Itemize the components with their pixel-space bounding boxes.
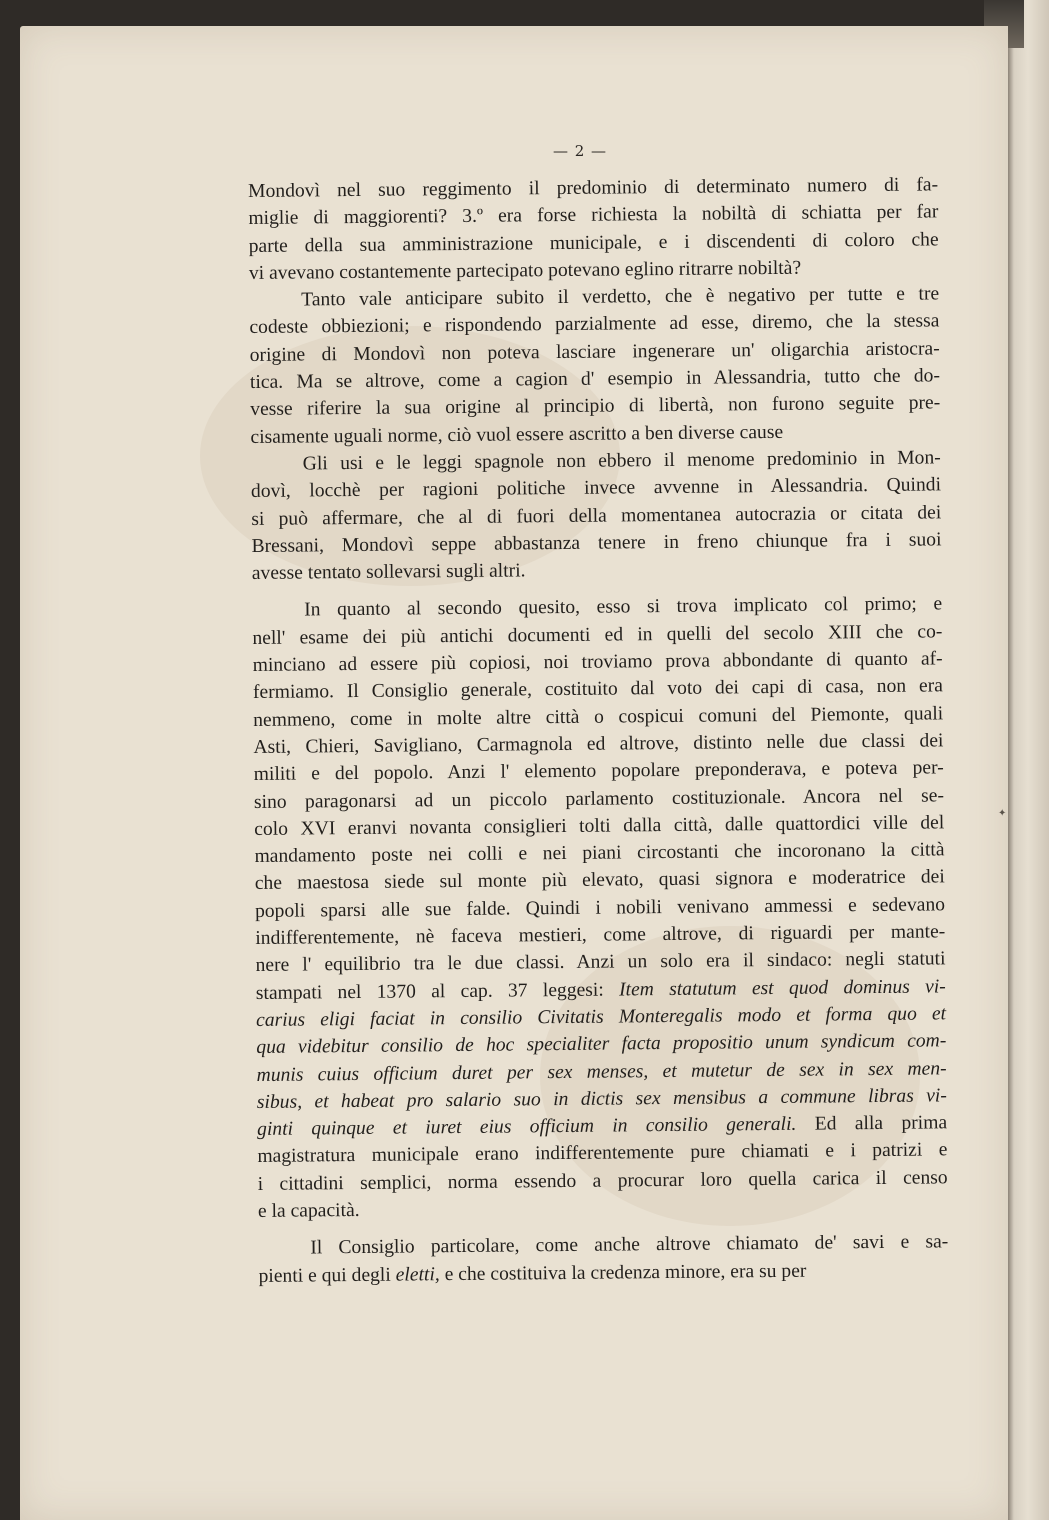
- text-line: Mondovì nel suo reggimento il predominio di determinato numero di fa-: [248, 174, 939, 202]
- text-line: vi avevano costantemente partecipato potevano eglino ritrarre nobiltà?: [248, 257, 802, 284]
- text-line: munis cuius officium duret per sex menses, et mutetur de sex in sex men-: [256, 1057, 947, 1086]
- text-line: codeste obbiezioni; e rispondendo parzialmente ad esse, diremo, che la stessa: [249, 310, 940, 339]
- text-line: Bressani, Mondovì seppe abbastanza tenere in freno chiunque fra i suoi: [251, 529, 942, 557]
- text-line: In quanto al secondo quesito, esso si trova implicato col primo; e: [304, 593, 943, 621]
- margin-mark: ✦: [998, 808, 1007, 819]
- text-line: carius eligi faciat in consilio Civitatis Monteregalis modo et forma quo et: [255, 1003, 947, 1031]
- text-line: popoli sparsi alle sue falde. Quindi i nobili venivano ammessi e sedevano: [254, 894, 946, 922]
- text-line: ginti quinque et iuret eius officium in consilio generali. Ed alla prima: [257, 1112, 948, 1141]
- text-line: stampati nel 1370 al cap. 37 leggesi: Item statutum est quod dominus vi-: [255, 975, 946, 1004]
- body-text: [248, 171, 949, 1289]
- text-line: miglie di maggiorenti? 3.º era forse richiesta la nobiltà di schiatta per far: [248, 201, 939, 230]
- text-line: nere l' equilibrio tra le due classi. Anzi un solo era il sindaco: negli statuti: [255, 948, 946, 977]
- text-line: cisamente uguali norme, ciò vuol essere ascritto a ben diverse cause: [250, 421, 784, 448]
- text-line: fermiamo. Il Consiglio generale, costituito dal voto dei capi di casa, non era: [252, 675, 944, 704]
- text-line: sino paragonarsi ad un piccolo parlamento costituzionale. Ancora nel se-: [253, 784, 945, 813]
- text-line: magistratura municipale erano indifferentemente pure chiamati e i patrizi e: [257, 1139, 948, 1168]
- text-line: mandamento poste nei colli e nei piani circostanti che incoronano la città: [254, 839, 945, 868]
- text-line: Gli usi e le leggi spagnole non ebbero il menome predominio in Mon-: [302, 447, 941, 475]
- text-line: dovì, locchè per ragioni politiche invece avvenne in Alessandria. Quindi: [250, 474, 942, 503]
- text-line: qua videbitur consilio de hoc specialiter facta propositio unum syndicum com-: [256, 1030, 947, 1059]
- text-line: e la capacità.: [257, 1199, 360, 1222]
- text-line: pienti e qui degli eletti, e che costituiva la credenza minore, era su per: [258, 1260, 807, 1287]
- text-line: vesse riferire la sua origine al principio di libertà, non furono seguite pre-: [250, 392, 941, 421]
- text-line: parte della sua amministrazione municipale, e i discendenti di coloro che: [248, 228, 939, 257]
- text-line: i cittadini semplici, norma essendo a procurar loro quella carica il censo: [257, 1167, 948, 1195]
- text-line: origine di Mondovì non poteva lasciare ingenerare un' oligarchia aristocra-: [249, 338, 940, 366]
- text-line: nell' esame dei più antichi documenti ed in quelli del secolo XIII che co-: [252, 621, 943, 649]
- text-line: avesse tentato sollevarsi sugli altri.: [251, 560, 526, 585]
- text-line: Tanto vale anticipare subito il verdetto, che è negativo per tutte e tre: [301, 283, 940, 311]
- text-line: sibus, et habeat pro salario suo in dictis sex mensibus a commune libras vi-: [256, 1085, 947, 1113]
- text-line: che maestosa siede sul monte più elevato, quasi signora e moderatrice dei: [254, 866, 945, 895]
- text-line: indifferentemente, nè faceva mestieri, come altrove, di riguardi per mante-: [255, 921, 946, 949]
- text-line: Asti, Chieri, Savigliano, Carmagnola ed altrove, distinto nelle due classi dei: [253, 730, 944, 758]
- text-line: tica. Ma se altrove, come a cagion d' esempio in Alessandria, tutto che do-: [249, 365, 941, 394]
- text-line: si può affermare, che al di fuori della momentanea autocrazia or citata dei: [251, 501, 942, 530]
- text-line: Il Consiglio particolare, come anche altrove chiamato de' savi e sa-: [310, 1231, 949, 1259]
- text-line: colo XVI eranvi novanta consiglieri tolti dalla città, dalle quattordici ville del: [254, 812, 945, 840]
- page-number: — 2 —: [552, 142, 608, 160]
- text-line: militi e del popolo. Anzi l' elemento popolare preponderava, e poteva per-: [253, 757, 944, 786]
- facing-page-edge: [1008, 0, 1049, 1520]
- text-line: nemmeno, come in molte altre città o cospicui comuni del Piemonte, quali: [253, 702, 944, 731]
- text-line: minciano ad essere più copiosi, noi troviamo prova abbondante di quanto af-: [252, 648, 943, 677]
